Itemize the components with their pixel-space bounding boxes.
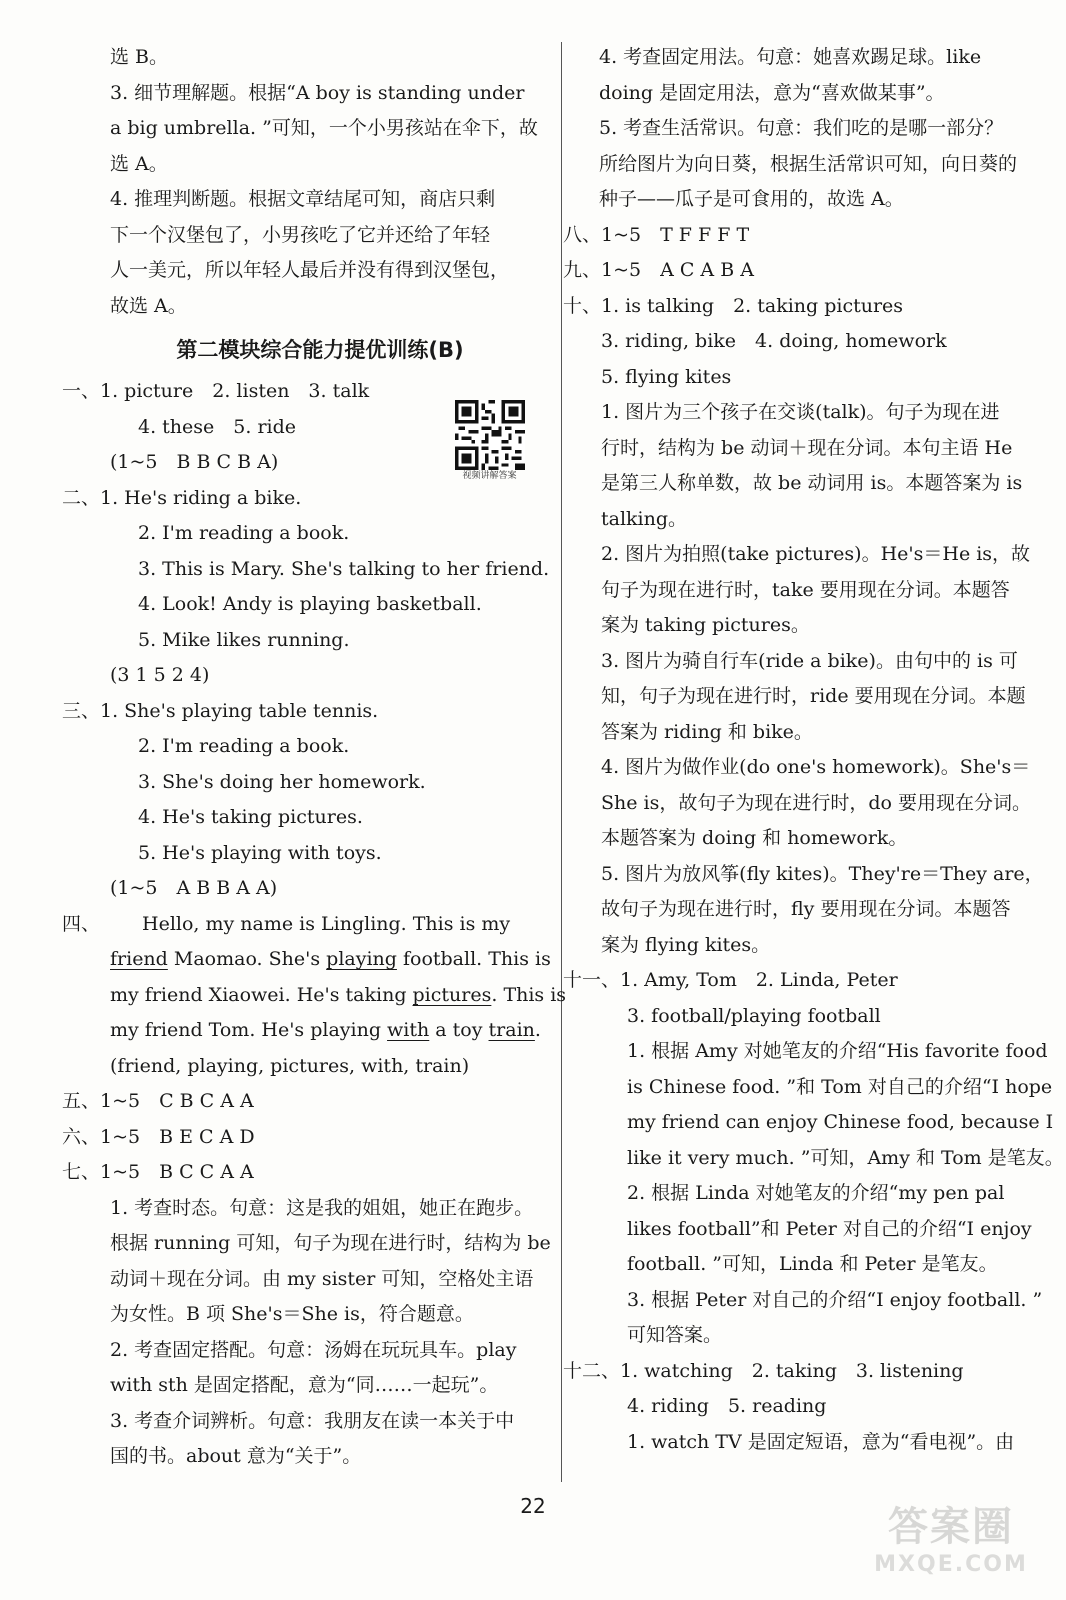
- answer-line: 5. flying kites: [601, 365, 732, 388]
- explanation-line: football. ”可知，Linda 和 Peter 是笔友。: [627, 1253, 998, 1275]
- passage-line: my friend Xiaowei. He's taking pictures. This is: [110, 983, 567, 1006]
- explanation-line: 4. 图片为做作业(do one's homework)。She's＝: [601, 756, 1031, 778]
- underlined-answer: friend: [110, 948, 168, 970]
- answer-line: 4. Look! Andy is playing basketball.: [138, 593, 482, 615]
- qr-code-block[interactable]: [452, 400, 527, 482]
- text-line: 3. 细节理解题。根据“A boy is standing under: [110, 81, 525, 104]
- text-line: 选 B。: [110, 46, 169, 68]
- explanation-line: 2. 考查固定搭配。句意：汤姆在玩玩具车。play: [110, 1338, 517, 1361]
- explanation-line: like it very much. ”可知，Amy 和 Tom 是笔友。: [627, 1146, 1064, 1169]
- text-line: 选 A。: [110, 152, 168, 175]
- watermark: [856, 1502, 1046, 1592]
- explanation-line: 故句子为现在进行时，fly 要用现在分词。本题答: [601, 898, 1011, 920]
- answer-line: 一、1. picture 2. listen 3. talk: [62, 380, 370, 402]
- explanation-line: 2. 图片为拍照(take pictures)。He's＝He is，故: [601, 543, 1031, 565]
- answer-line: (1~5 B B C B A): [110, 451, 279, 473]
- explanation-line: 动词＋现在分词。由 my sister 可知，空格处主语: [110, 1267, 534, 1290]
- explanation-line: 3. 图片为骑自行车(ride a bike)。由句中的 is 可: [601, 649, 1018, 672]
- answer-line: 二、1. He's riding a bike.: [62, 486, 302, 509]
- answer-line: 八、1~5 T F F F T: [563, 223, 750, 246]
- qr-code-icon[interactable]: [455, 400, 525, 470]
- explanation-line: 国的书。about 意为“关于”。: [110, 1445, 362, 1467]
- explanation-line: 所给图片为向日葵，根据生活常识可知，向日葵的: [599, 152, 1018, 175]
- answer-line: 七、1~5 B C C A A: [62, 1161, 254, 1183]
- text-line: 4. 推理判断题。根据文章结尾可知，商店只剩: [110, 188, 496, 210]
- section-title: 第二模块综合能力提优训练(B): [176, 338, 464, 362]
- explanation-line: 3. 考查介词辨析。句意：我朋友在读一本关于中: [110, 1409, 515, 1432]
- passage-line: friend Maomao. She's playing football. This is: [110, 948, 551, 970]
- explanation-line: 2. 根据 Linda 对她笔友的介绍“my pen pal: [627, 1182, 1005, 1204]
- answer-line: 2. I'm reading a book.: [138, 522, 350, 544]
- answer-line: 十二、1. watching 2. taking 3. listening: [563, 1359, 964, 1382]
- explanation-line: with sth 是固定搭配，意为“同……一起玩”。: [110, 1374, 499, 1396]
- underlined-answer: playing: [326, 948, 397, 970]
- answer-line: 3. riding, bike 4. doing, homework: [601, 330, 947, 352]
- answer-line: (1~5 A B B A A): [110, 877, 278, 899]
- explanation-line: 根据 running 可知，句子为现在进行时，结构为 be: [110, 1232, 551, 1254]
- explanation-line: 5. 考查生活常识。句意：我们吃的是哪一部分？: [599, 117, 1004, 139]
- explanation-line: 答案为 riding 和 bike。: [601, 720, 813, 743]
- text-line: a big umbrella. ”可知，一个小男孩站在伞下，故: [110, 117, 538, 139]
- explanation-line: 案为 taking pictures。: [601, 614, 810, 636]
- answer-line: 五、1~5 C B C A A: [62, 1090, 254, 1112]
- explanation-line: 是第三人称单数，故 be 动词用 is。本题答案为 is: [601, 472, 1023, 494]
- answer-line: 3. football/playing football: [627, 1004, 881, 1027]
- explanation-line: doing 是固定用法，意为“喜欢做某事”。: [599, 81, 945, 104]
- explanation-line: 种子——瓜子是可食用的，故选 A。: [599, 188, 904, 210]
- answer-line: 5. He's playing with toys.: [138, 841, 382, 864]
- answer-line: 5. Mike likes running.: [138, 628, 350, 651]
- passage-line: my friend Tom. He's playing with a toy train.: [110, 1019, 541, 1041]
- answer-line: 三、1. She's playing table tennis.: [62, 699, 379, 722]
- answer-line: 十一、1. Amy, Tom 2. Linda, Peter: [563, 969, 898, 991]
- answer-line: 2. I'm reading a book.: [138, 735, 350, 757]
- explanation-line: 4. 考查固定用法。句意：她喜欢踢足球。like: [599, 46, 982, 68]
- passage-line: (friend, playing, pictures, with, train): [110, 1054, 470, 1077]
- explanation-line: 1. watch TV 是固定短语，意为“看电视”。由: [627, 1430, 1015, 1453]
- watermark-url: MXQE.COM: [874, 1552, 1028, 1577]
- explanation-line: 5. 图片为放风筝(fly kites)。They're＝They are，: [601, 862, 1044, 885]
- left-column: [62, 40, 567, 1475]
- underlined-answer: with: [387, 1019, 430, 1041]
- explanation-line: 可知答案。: [627, 1324, 723, 1346]
- underlined-answer: train: [488, 1019, 535, 1041]
- page-number: 22: [520, 1494, 546, 1518]
- explanation-line: 1. 考查时态。句意：这是我的姐姐，她正在跑步。: [110, 1196, 534, 1219]
- passage-line: 四、 Hello, my name is Lingling. This is my: [62, 912, 511, 935]
- text-line: 人一美元，所以年轻人最后并没有得到汉堡包，: [110, 259, 510, 281]
- right-column: [563, 40, 1064, 1460]
- section-number: 四、: [62, 912, 101, 935]
- answer-line: 4. riding 5. reading: [627, 1395, 827, 1417]
- answer-line: 4. He's taking pictures.: [138, 806, 363, 828]
- watermark-logo: 答案圈: [888, 1504, 1014, 1550]
- text-line: 下一个汉堡包了，小男孩吃了它并还给了年轻: [110, 223, 491, 246]
- qr-caption: 视频讲解答案: [462, 471, 517, 481]
- answer-line: 3. This is Mary. She's talking to her friend.: [138, 557, 550, 580]
- answer-line: 3. She's doing her homework.: [138, 770, 426, 793]
- answer-line: 六、1~5 B E C A D: [62, 1125, 255, 1148]
- answer-line: 十、1. is talking 2. taking pictures: [563, 294, 904, 317]
- explanation-line: 行时，结构为 be 动词＋现在分词。本句主语 He: [601, 436, 1013, 459]
- explanation-line: 1. 根据 Amy 对她笔友的介绍“His favorite food: [627, 1040, 1048, 1062]
- explanation-line: my friend can enjoy Chinese food, because I: [627, 1111, 1054, 1133]
- explanation-line: likes football”和 Peter 对自己的介绍“I enjoy: [627, 1217, 1032, 1240]
- explanation-line: 1. 图片为三个孩子在交谈(talk)。句子为现在进: [601, 401, 1000, 423]
- underlined-answer: pictures: [412, 983, 492, 1006]
- explanation-line: is Chinese food. ”和 Tom 对自己的介绍“I hope: [627, 1075, 1053, 1098]
- column-divider: [561, 42, 562, 1482]
- explanation-line: talking。: [601, 507, 688, 530]
- explanation-line: 案为 flying kites。: [601, 933, 771, 956]
- answer-line: 4. these 5. ride: [138, 415, 297, 438]
- explanation-line: 本题答案为 doing 和 homework。: [601, 827, 908, 849]
- explanation-line: 句子为现在进行时，take 要用现在分词。本题答: [601, 578, 1010, 601]
- answer-line: (3 1 5 2 4): [110, 664, 210, 686]
- explanation-line: 知，句子为现在进行时，ride 要用现在分词。本题: [601, 685, 1026, 707]
- explanation-line: 为女性。B 项 She's＝She is，符合题意。: [110, 1303, 474, 1325]
- answer-line: 九、1~5 A C A B A: [563, 259, 754, 281]
- text-line: 故选 A。: [110, 294, 187, 317]
- explanation-line: 3. 根据 Peter 对自己的介绍“I enjoy football. ”: [627, 1288, 1043, 1311]
- explanation-line: She is，故句子为现在进行时，do 要用现在分词。: [601, 791, 1032, 814]
